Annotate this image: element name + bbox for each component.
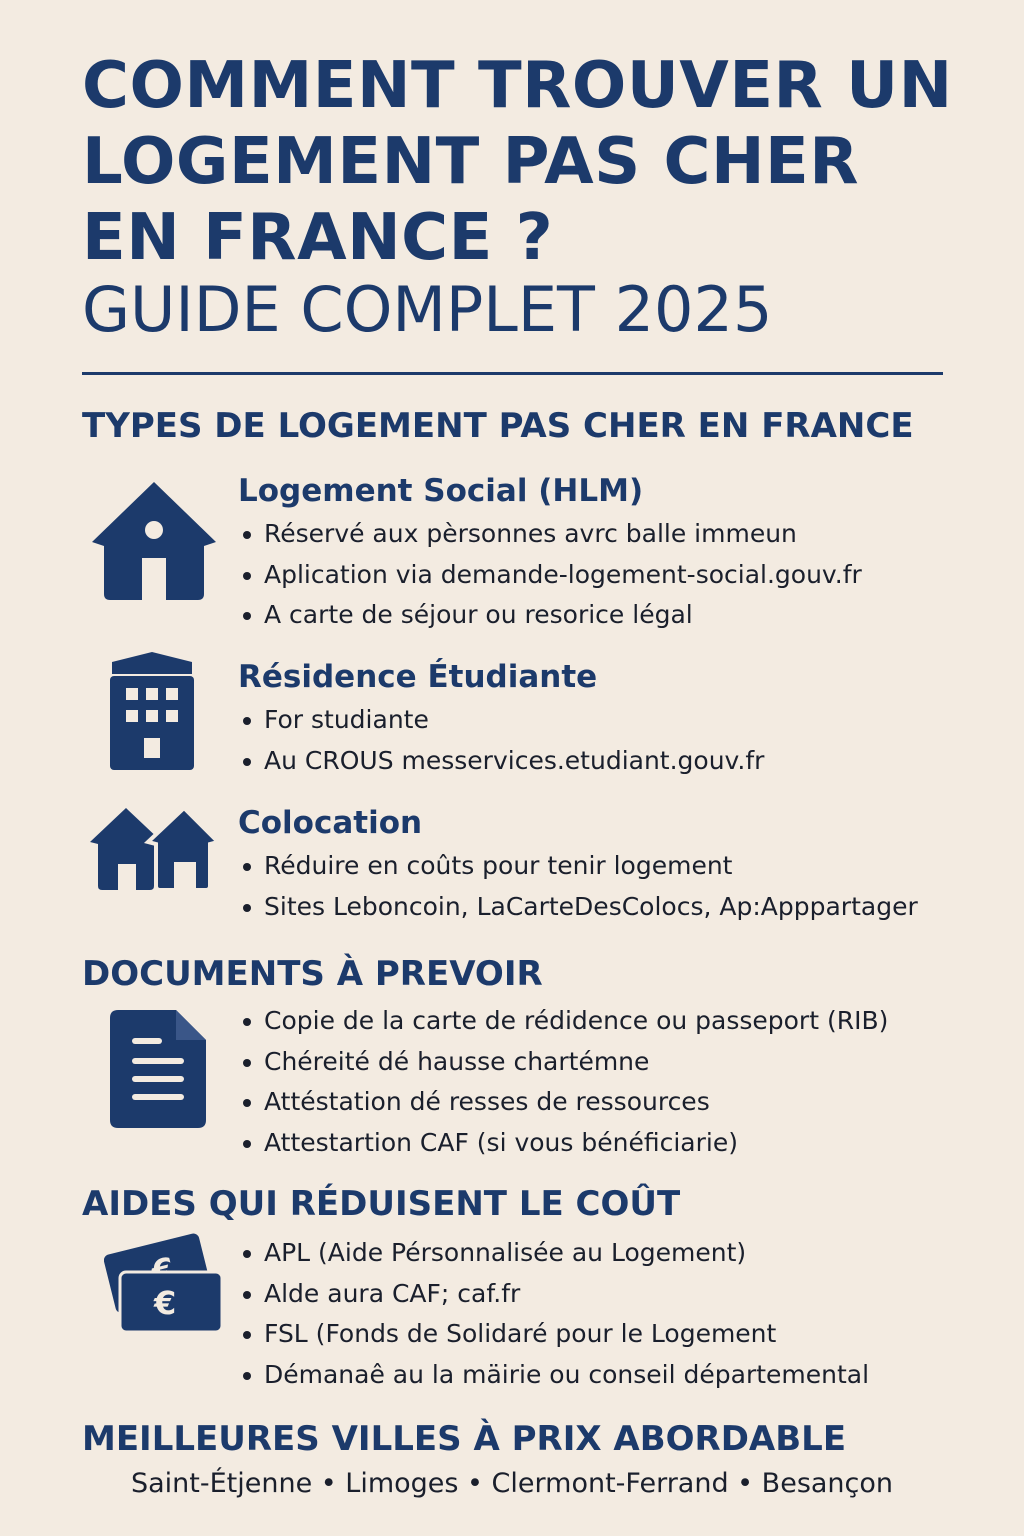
residence-etudiante-bullets	[240, 700, 764, 781]
documents-heading: DOCUMENTS À PREVOIR	[82, 954, 543, 994]
aides-bullets	[240, 1233, 869, 1395]
list-item: Démanaê au la mäirie ou conseil départemental	[240, 1355, 869, 1396]
building-icon	[106, 652, 198, 770]
list-item: Réduire en coûts pour tenir logement	[240, 846, 918, 887]
list-item: Chéreité dé hausse chartémne	[240, 1042, 888, 1083]
item-title-colocation: Colocation	[238, 805, 423, 841]
aides-heading: AIDES QUI RÉDUISENT LE COÛT	[82, 1184, 681, 1224]
list-item: Aplication via demande-logement-social.gouv.fr	[240, 555, 862, 596]
house-icon	[92, 482, 216, 600]
list-item: A carte de séjour ou resorice légal	[240, 595, 862, 636]
list-item: Sites Leboncoin, LaCarteDesColocs, Ap:Apppartager	[240, 887, 918, 928]
title-line-3: EN FRANCE ?	[82, 201, 554, 275]
logement-social-bullets	[240, 514, 862, 636]
cities-list: Saint-Étjenne • Limoges • Clermont-Ferrand • Besançon	[130, 1468, 894, 1499]
page-title	[82, 48, 953, 276]
svg-text:€: €	[154, 1284, 177, 1322]
list-item: Attestartion CAF (si vous bénéficiarie)	[240, 1123, 888, 1164]
euro-banknotes-icon	[104, 1232, 224, 1334]
document-icon	[110, 1010, 206, 1128]
list-item: For studiante	[240, 700, 764, 741]
page-subtitle: GUIDE COMPLET 2025	[82, 273, 773, 346]
types-heading: TYPES DE LOGEMENT PAS CHER EN FRANCE	[82, 406, 914, 446]
title-divider	[82, 372, 943, 375]
item-title-residence-etudiante: Résidence Étudiante	[238, 659, 598, 695]
list-item: Copie de la carte de rédidence ou passeport (RIB)	[240, 1001, 888, 1042]
list-item: APL (Aide Pérsonnalisée au Logement)	[240, 1233, 869, 1274]
villes-heading: MEILLEURES VILLES À PRIX ABORDABLE	[82, 1419, 847, 1459]
title-line-1: COMMENT TROUVER UN	[82, 49, 953, 123]
title-line-2: LOGEMENT PAS CHER	[82, 125, 860, 199]
two-houses-icon	[90, 808, 218, 890]
documents-bullets	[240, 1001, 888, 1163]
colocation-bullets	[240, 846, 918, 927]
list-item: Au CROUS messervices.etudiant.gouv.fr	[240, 741, 764, 782]
list-item: Réservé aux pèrsonnes avrc balle immeun	[240, 514, 862, 555]
item-title-logement-social: Logement Social (HLM)	[238, 473, 644, 509]
list-item: Alde aura CAF; caf.fr	[240, 1274, 869, 1315]
list-item: FSL (Fonds de Solidaré pour le Logement	[240, 1314, 869, 1355]
list-item: Attéstation dé resses de ressources	[240, 1082, 888, 1123]
